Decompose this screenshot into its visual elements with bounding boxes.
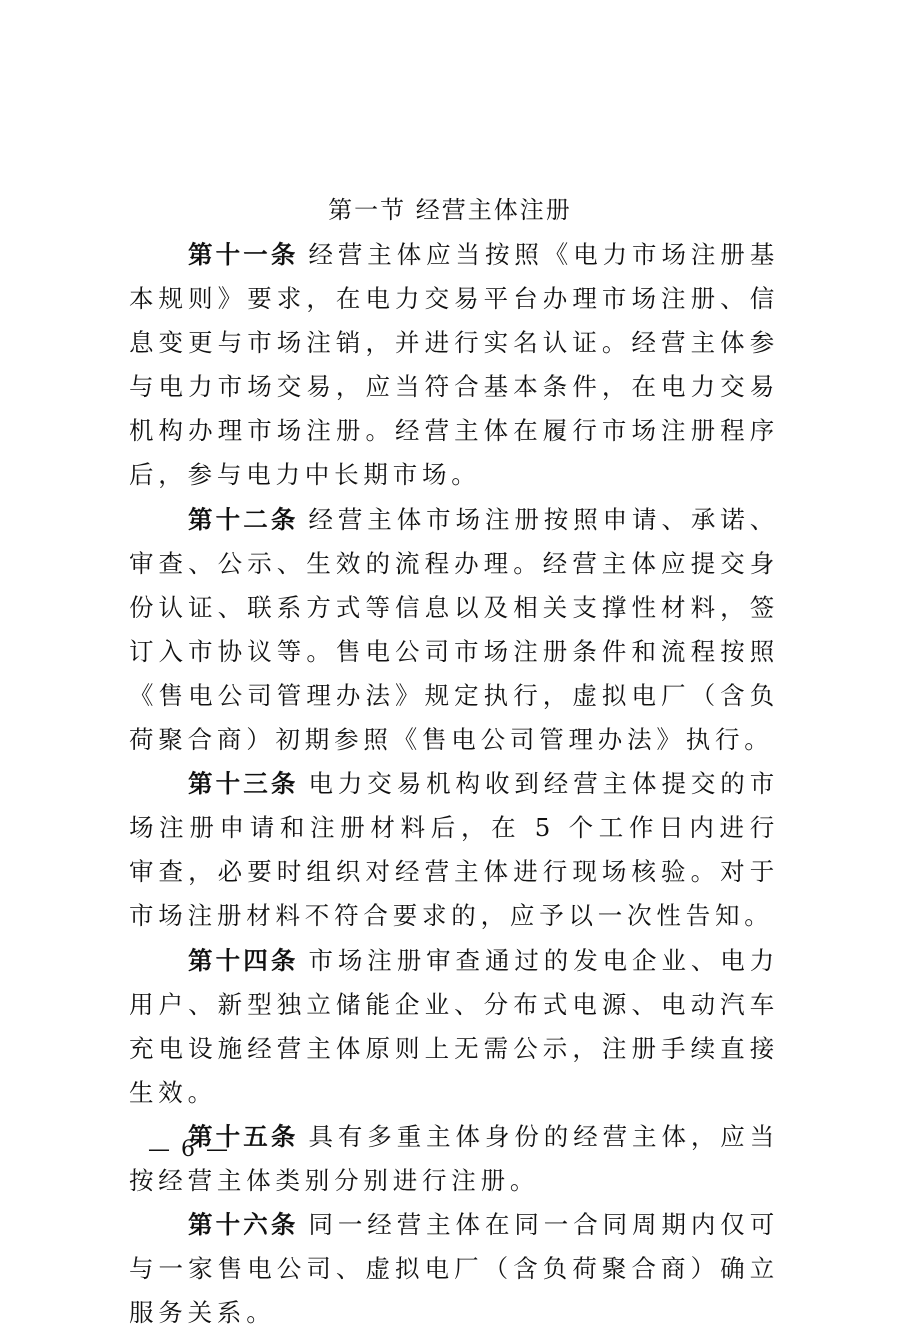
article-number: 第十一条	[188, 240, 299, 269]
article-number: 第十三条	[188, 769, 299, 799]
article-number: 第十六条	[188, 1210, 299, 1240]
article-text: 具有多重主体身份的经营主体，应当按经营主体类别分别进行注册。	[129, 1121, 779, 1195]
article-11	[129, 233, 779, 498]
article-14	[129, 939, 779, 1115]
document-body	[129, 233, 779, 1335]
article-16	[129, 1203, 779, 1335]
article-number: 第十二条	[188, 504, 299, 534]
article-text: 经营主体市场注册按照申请、承诺、审查、公示、生效的流程办理。经营主体应提交身份认证、联系方式等信息以及相关支撑性材料，签订入市协议等。售电公司市场注册条件和流程按照《售电公司管理办法》规定执行，虚拟电厂（含负荷聚合商）初期参照《售电公司管理办法》执行。	[129, 504, 779, 755]
article-13	[129, 762, 779, 938]
article-text: 同一经营主体在同一合同周期内仅可与一家售电公司、虚拟电厂（含负荷聚合商）确立服务关系。	[129, 1210, 779, 1328]
page-number: — 6 —	[148, 1137, 230, 1162]
section-title: 第一节 经营主体注册	[328, 196, 572, 224]
article-text: 经营主体应当按照《电力市场注册基本规则》要求，在电力交易平台办理市场注册、信息变更与市场注销，并进行实名认证。经营主体参与电力市场交易，应当符合基本条件，在电力交易机构办理市场注册。经营主体在履行市场注册程序后，参与电力中长期市场。	[129, 240, 779, 490]
article-text: 电力交易机构收到经营主体提交的市场注册申请和注册材料后，在 5 个工作日内进行审查，必要时组织对经营主体进行现场核验。对于市场注册材料不符合要求的，应予以一次性告知。	[129, 769, 779, 931]
article-number: 第十五条	[188, 1121, 299, 1151]
article-12	[129, 498, 779, 763]
article-text: 市场注册审查通过的发电企业、电力用户、新型独立储能企业、分布式电源、电动汽车充电设施经营主体原则上无需公示，注册手续直接生效。	[129, 945, 779, 1107]
article-number: 第十四条	[188, 945, 299, 975]
